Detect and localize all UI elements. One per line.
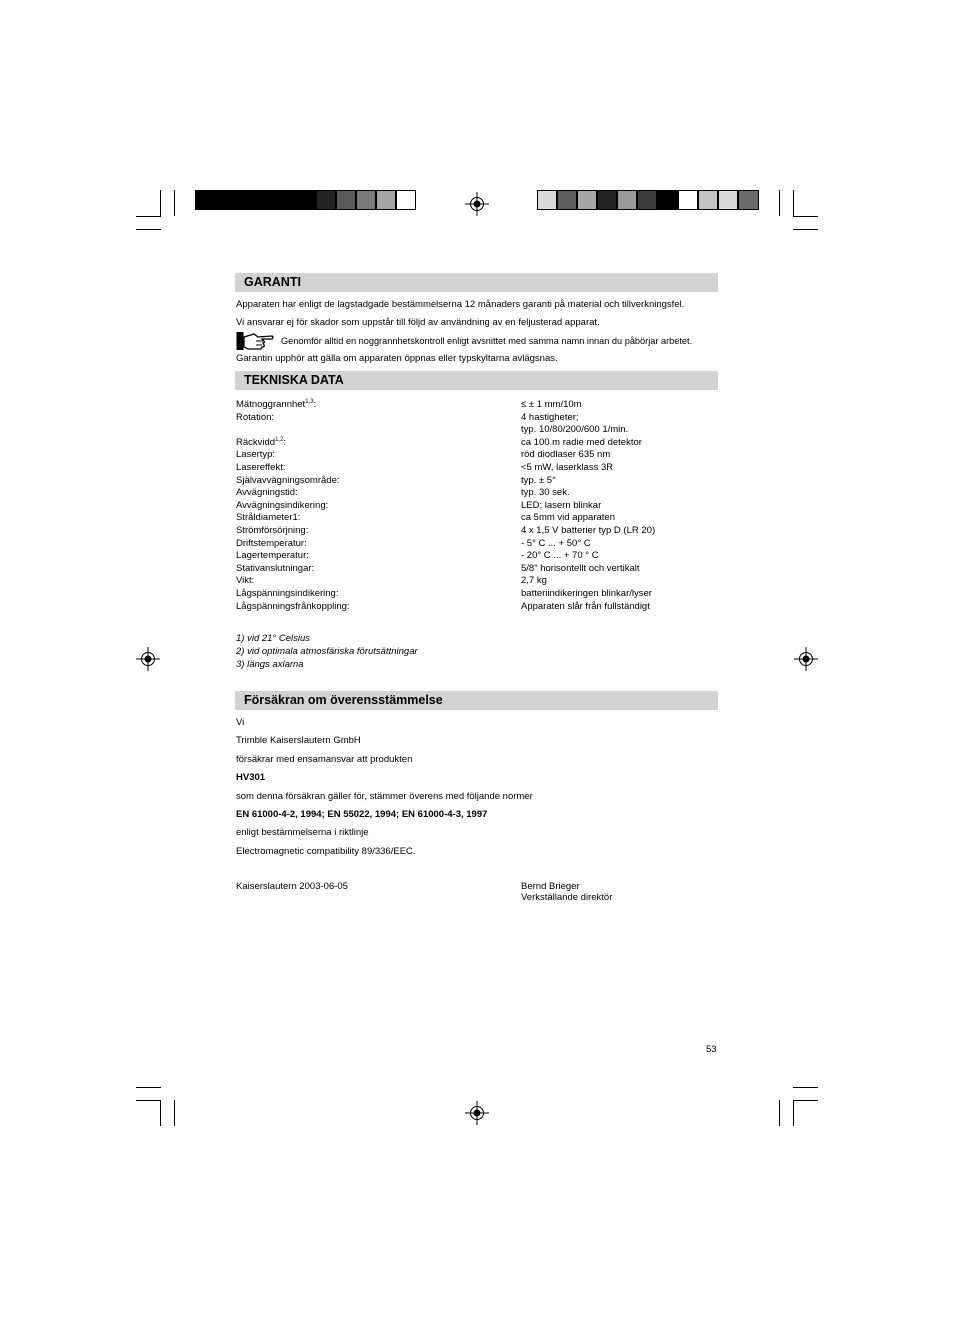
crop-mark — [174, 1100, 175, 1126]
registration-mark-icon — [136, 647, 160, 671]
section-heading-garanti: GARANTI — [235, 273, 718, 292]
color-swatch — [195, 190, 215, 210]
color-swatch — [316, 190, 336, 210]
spec-value: <5 mW, laserklass 3R — [521, 462, 614, 473]
spec-value: 5/8" horisontellt och vertikalt — [521, 562, 640, 574]
declaration-line: Electromagnetic compatibility 89/336/EEC. — [236, 845, 416, 857]
spec-label — [236, 462, 285, 475]
color-calibration-bar-right — [537, 190, 759, 210]
spec-value: ≤ ± 1 mm/10m — [521, 399, 582, 410]
footnote: 2) vid optimala atmosfäriska förutsättningar — [236, 646, 418, 657]
spec-label — [236, 475, 340, 488]
crop-mark — [160, 1100, 161, 1126]
crop-mark — [793, 1087, 818, 1088]
spec-label-suffix: : — [313, 399, 317, 410]
section-heading-forsakran: Försäkran om överensstämmelse — [235, 691, 718, 710]
registration-mark-icon — [794, 647, 818, 671]
footnote-reference: 1,2 — [275, 436, 284, 443]
spec-value: ca 5mm vid apparaten — [521, 512, 615, 524]
crop-mark — [793, 190, 794, 216]
declaration-line: Trimble Kaiserslautern GmbH — [236, 735, 361, 747]
spec-label — [236, 412, 274, 425]
color-swatch — [537, 190, 557, 210]
color-swatch — [577, 190, 597, 210]
crop-mark — [793, 1100, 794, 1126]
color-swatch — [356, 190, 376, 210]
spec-label-text: Lasereffekt: — [236, 462, 286, 473]
crop-mark — [793, 216, 818, 217]
spec-label — [236, 525, 308, 538]
spec-label — [236, 449, 275, 462]
spec-label-text: Stativanslutningar: — [236, 562, 315, 574]
spec-value: Apparaten slår från fullständigt — [521, 600, 650, 612]
spec-label-text: Avvägningsindikering: — [236, 499, 329, 511]
spec-label — [236, 563, 314, 576]
spec-label-text: Strömförsörjning: — [236, 525, 309, 536]
spec-label-suffix: : — [283, 436, 287, 448]
garanti-paragraph-1: Apparaten har enligt de lagstadgade bestämmelserna 12 månaders garanti på material och tillverkningsfel. — [236, 299, 685, 310]
spec-label-text: Vikt: — [236, 575, 255, 587]
crop-mark — [779, 190, 780, 216]
spec-value: 2,7 kg — [521, 575, 547, 587]
color-swatch — [718, 190, 738, 210]
registration-mark-icon — [465, 1101, 489, 1125]
section-heading-tekniska-data: TEKNISKA DATA — [235, 371, 718, 390]
spec-label-text: Stråldiameter1: — [236, 512, 301, 524]
declaration-line: Vi — [236, 717, 245, 728]
crop-mark — [136, 1087, 161, 1088]
spec-label-text: Driftstemperatur: — [236, 537, 307, 549]
spec-label — [236, 437, 286, 450]
spec-label-text: Lasertyp: — [236, 449, 276, 461]
spec-label — [236, 601, 350, 614]
spec-value: röd diodlaser 635 nm — [521, 449, 611, 461]
spec-label — [236, 500, 328, 513]
declaration-line: enligt bestämmelserna i riktlinje — [236, 827, 369, 839]
spec-value: typ. ± 5° — [521, 474, 556, 486]
crop-mark — [793, 1100, 818, 1101]
spec-value: batteriindikeringen blinkar/lyser — [521, 588, 652, 599]
declaration-line: som denna försäkran gäller för, stämmer överens med följande normer — [236, 790, 533, 802]
spec-value: - 5° C ... + 50° C — [521, 537, 591, 549]
spec-label — [236, 399, 316, 412]
registration-mark-icon — [465, 192, 489, 216]
spec-label — [236, 550, 309, 563]
color-swatch — [215, 190, 235, 210]
spec-label — [236, 512, 300, 525]
page-number: 53 — [706, 1044, 717, 1055]
declaration-line: EN 61000-4-2, 1994; EN 55022, 1994; EN 61000-4-3, 1997 — [236, 809, 488, 820]
spec-label — [236, 588, 338, 601]
spec-label-text: Lagertemperatur: — [236, 550, 309, 562]
spec-value: typ. 10/80/200/600 1/min. — [521, 424, 629, 436]
spec-label-text: Självavvägningsområde: — [236, 474, 340, 486]
color-swatch — [376, 190, 396, 210]
spec-label-text: Avvägningstid: — [236, 487, 298, 499]
color-swatch — [336, 190, 356, 210]
color-swatch — [275, 190, 295, 210]
spec-label — [236, 538, 307, 551]
crop-mark — [160, 190, 161, 216]
spec-value: - 20° C ... + 70 ° C — [521, 550, 599, 562]
color-swatch — [738, 190, 759, 210]
signer-name: Bernd Brieger — [521, 881, 580, 892]
color-swatch — [557, 190, 577, 210]
color-swatch — [678, 190, 698, 210]
garanti-note: Genomför alltid en noggrannhetskontroll enligt avsnittet med samma namn innan du påbörjar arbetet. — [281, 336, 693, 346]
color-swatch — [617, 190, 637, 210]
crop-mark — [793, 229, 818, 230]
spec-value: typ. 30 sek. — [521, 487, 570, 499]
spec-value: ca 100 m radie med detektor — [521, 436, 642, 448]
declaration-line: HV301 — [236, 772, 266, 784]
color-swatch — [597, 190, 617, 210]
crop-mark — [136, 1100, 161, 1101]
spec-label — [236, 487, 298, 500]
spec-value: LED; lasern blinkar — [521, 499, 602, 511]
footnote: 1) vid 21° Celsius — [236, 633, 311, 644]
spec-label-text: Rotation: — [236, 411, 275, 423]
signer-title: Verkställande direktör — [521, 892, 613, 903]
color-swatch — [657, 190, 678, 210]
color-calibration-bar-left — [195, 190, 416, 210]
garanti-paragraph-2: Vi ansvarar ej för skador som uppstår till följd av användning av en feljusterad apparat. — [236, 317, 600, 328]
declaration-line: försäkrar med ensamansvar att produkten — [236, 753, 413, 765]
spec-label — [236, 575, 254, 588]
color-swatch — [255, 190, 275, 210]
crop-mark — [779, 1100, 780, 1126]
spec-value: 4 x 1,5 V batterier typ D (LR 20) — [521, 525, 656, 536]
footnote: 3) längs axlarna — [236, 659, 304, 670]
spec-label-text: Lågspänningsindikering: — [236, 588, 339, 599]
crop-mark — [174, 190, 175, 216]
color-swatch — [698, 190, 718, 210]
spec-label-text: Mätnoggrannhet — [236, 399, 306, 410]
color-swatch — [396, 190, 416, 210]
spec-label-text: Lågspänningsfrånkoppling: — [236, 600, 350, 612]
spec-label-text: Räckvidd — [236, 436, 276, 448]
pointing-hand-icon — [236, 331, 274, 351]
color-swatch — [295, 190, 316, 210]
place-date: Kaiserslautern 2003-06-05 — [236, 881, 348, 892]
footnote-reference: 1,3 — [305, 398, 314, 405]
spec-value: 4 hastigheter; — [521, 411, 579, 423]
crop-mark — [136, 229, 161, 230]
color-swatch — [235, 190, 255, 210]
crop-mark — [136, 216, 161, 217]
garanti-paragraph-3: Garantin upphör att gälla om apparaten öppnas eller typskyltarna avlägsnas. — [236, 353, 558, 364]
color-swatch — [637, 190, 657, 210]
